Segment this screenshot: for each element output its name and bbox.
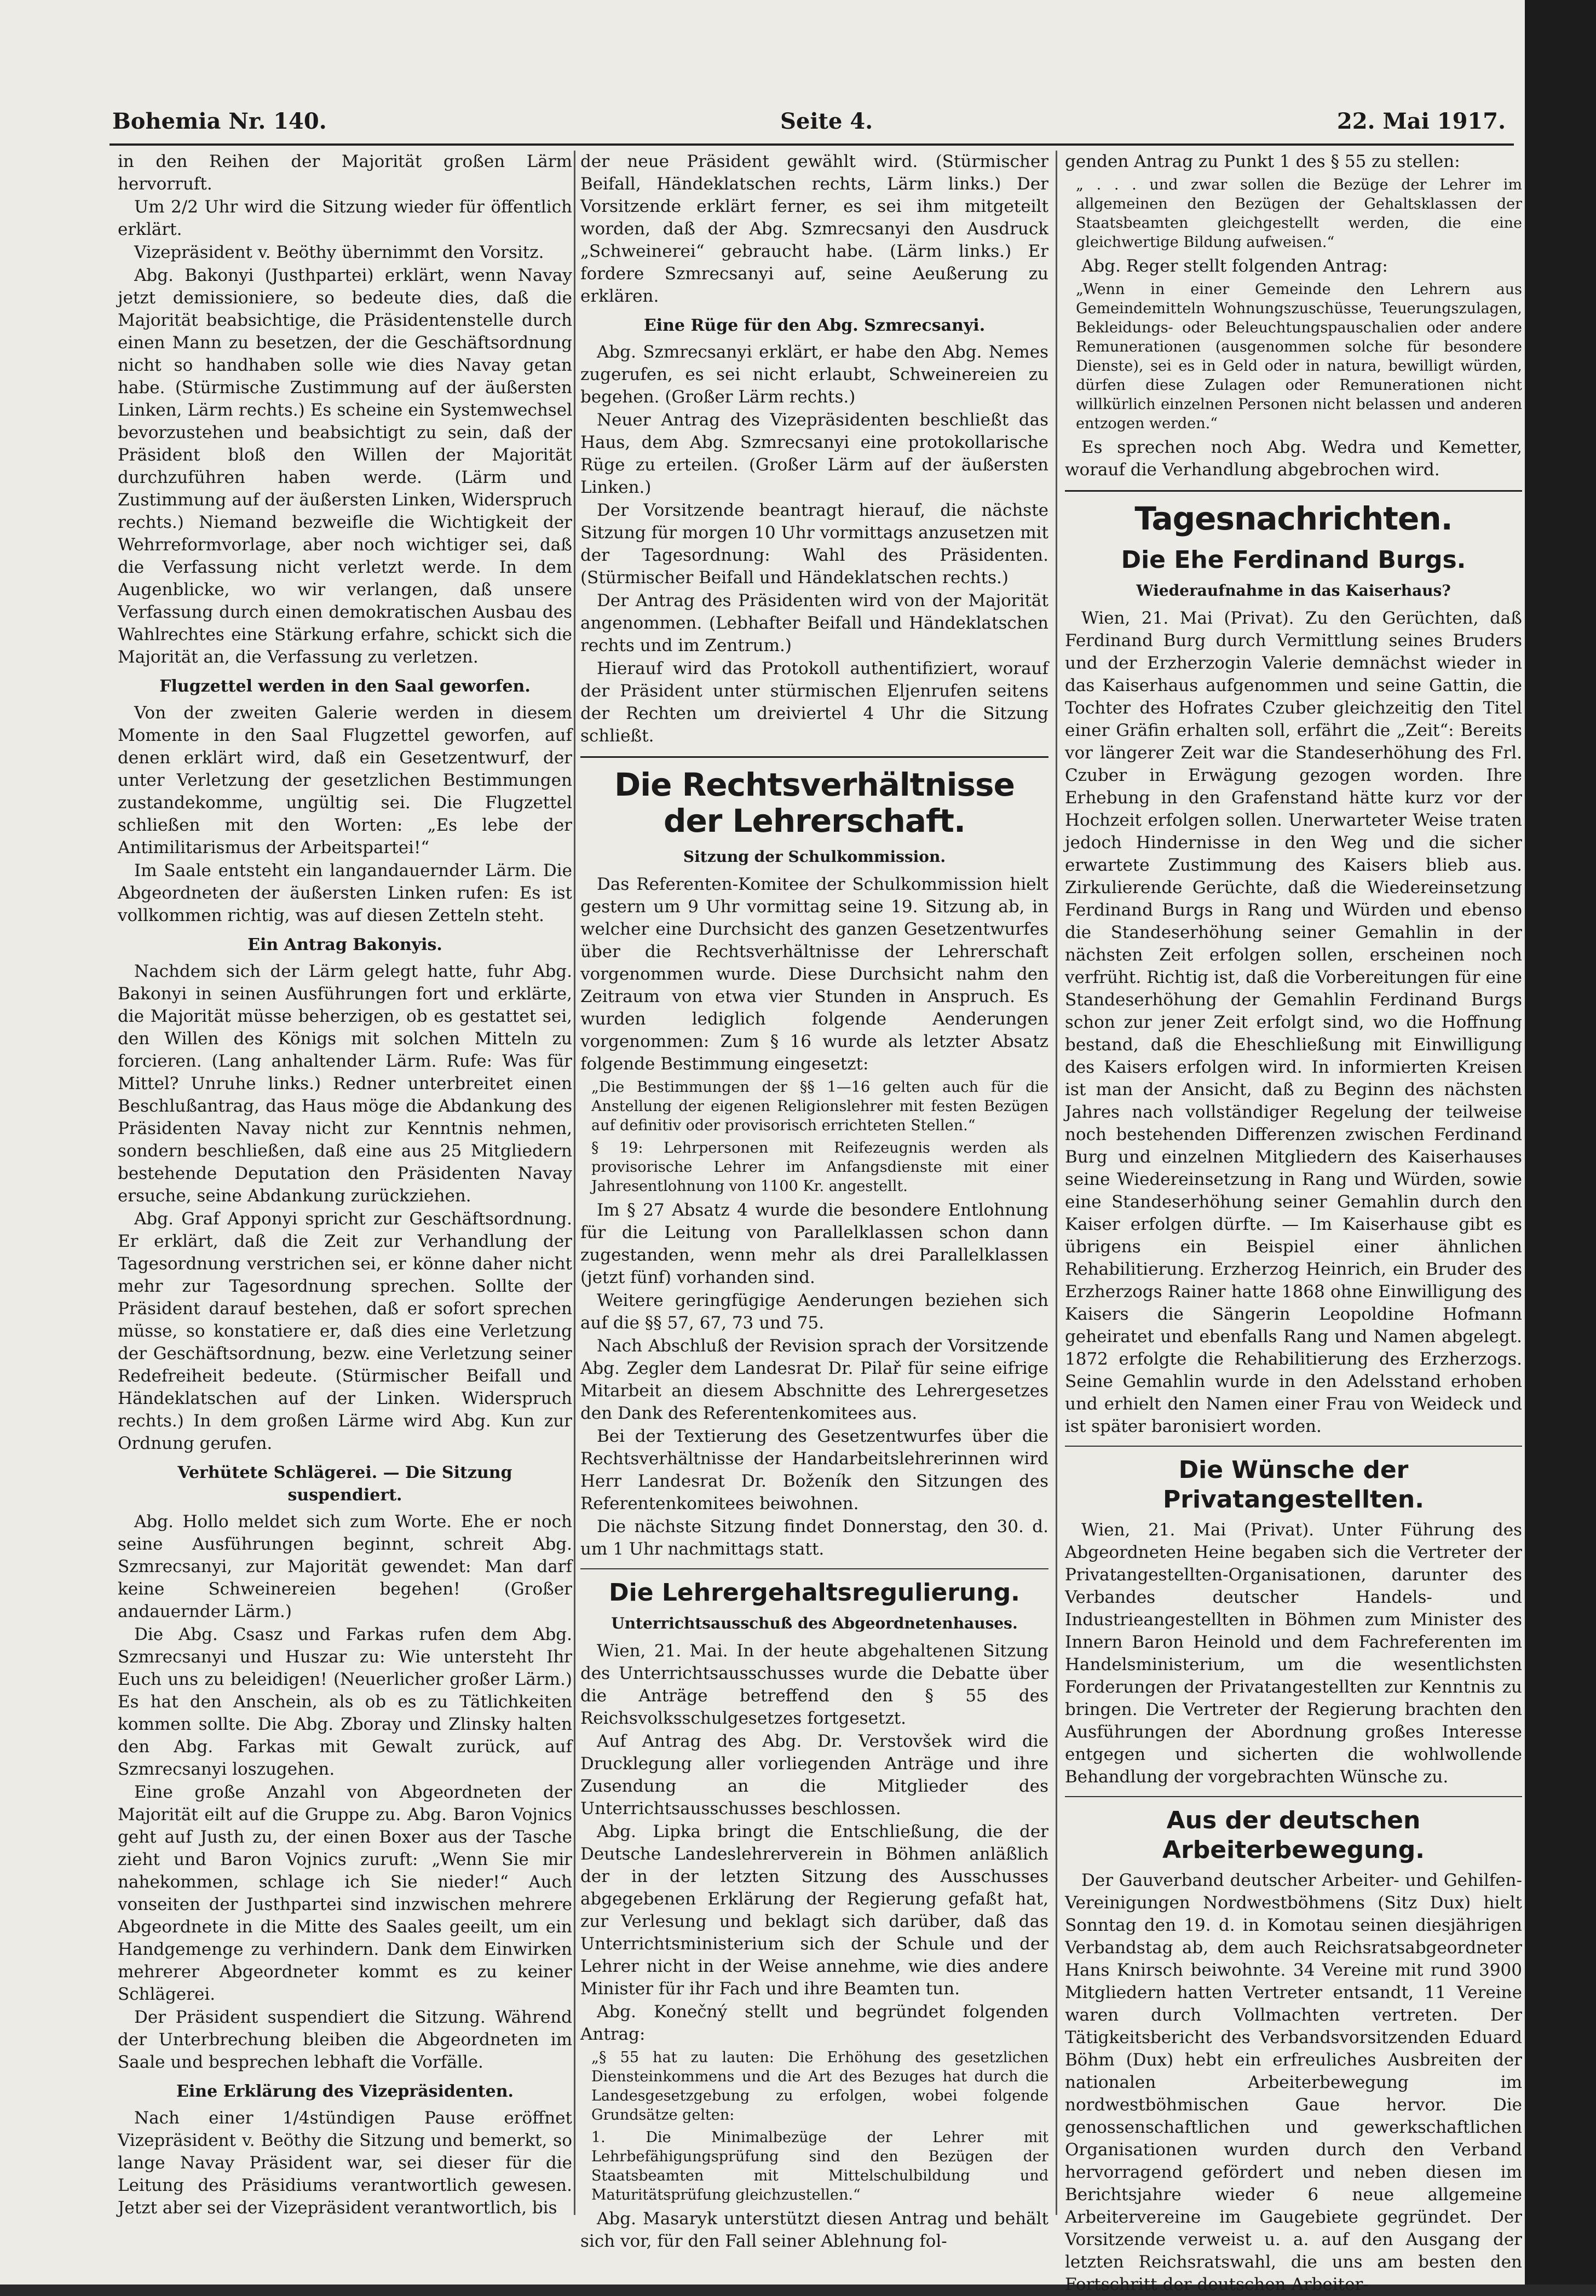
masthead-issue: Bohemia Nr. 140.	[112, 108, 327, 134]
article-headline: Aus der deutschen Arbeiterbewegung.	[1162, 1806, 1425, 1864]
article-kicker: Unterrichtsausschuß des Abgeordnetenhauses.	[611, 1614, 1018, 1632]
section-headline: Tagesnachrichten.	[1134, 500, 1453, 537]
paragraph: Das Referenten-Komitee der Schulkommission hielt gestern um 9 Uhr vormittag seine 19. Sitzung ab, in welcher eine Durchsicht des ganzen Gesetzentwurfes über die Rechtsverhältnisse der Lehrerschaft vorgenommen wurde. Diese Durchsicht nahm den Zeitraum von etwa vier Stunden in Anspruch. Es wurden lediglich folgende Aenderungen vorgenommen: Zum § 16 wurde als letzter Absatz folgende Bestimmung eingesetzt:	[580, 874, 1048, 1074]
issue-date: 22. Mai 1917.	[1336, 108, 1506, 134]
paragraph: Wien, 21. Mai. In der heute abgehaltenen Sitzung des Unterrichtsausschusses wurde die Debatte über die Anträge betreffend den § 55 des Reichsvolksschulgesetzes fortgesetzt.	[580, 1641, 1048, 1728]
paragraph: Abg. Masaryk unterstützt diesen Antrag und behält sich vor, für den Fall seiner Ablehnung fol-	[580, 2209, 1048, 2251]
paragraph: Abg. Konečný stellt und begründet folgenden Antrag:	[580, 2002, 1048, 2044]
paragraph: Auf Antrag des Abg. Dr. Verstovšek wird die Drucklegung aller vorliegenden Anträge und ihre Zusendung an die Mitglieder des Unterrichtsausschusses beschlossen.	[580, 1731, 1048, 1819]
quoted-text: § 19: Lehrpersonen mit Reifezeugnis werden als provisorische Lehrer im Anfangsdienste mit einer Jahresentlohnung von 1100 Kr. angestellt.	[591, 1140, 1048, 1195]
paragraph: in den Reihen der Majorität großen Lärm hervorruft.	[118, 152, 572, 194]
section-rule	[1065, 490, 1522, 492]
paragraph: Abg. Hollo meldet sich zum Worte. Ehe er noch seine Ausführungen beginnt, schreit Abg. Szmrecsanyi, zur Majorität gewendet: Man darf keine Schweinereien begehen! (Großer andauernder Lärm.)	[118, 1512, 572, 1621]
article-headline: Die Lehrergehaltsregulierung.	[609, 1579, 1020, 1607]
paragraph: Abg. Szmrecsanyi erklärt, er habe den Abg. Nemes zugerufen, es sei nicht erlaubt, Schweinereien zu begehen. (Großer Lärm rechts.)	[580, 342, 1048, 407]
paragraph: Der Gauverband deutscher Arbeiter- und Gehilfen-Vereinigungen Nordwestböhmens (Sitz Dux) hielt Sonntag den 19. d. in Komotau seinen diesjährigen Verbandstag ab, dem auch Reichsratsabgeordneter Hans Knirsch beiwohnte. 34 Vereine mit rund 3900 Mitgliedern hatten Vertreter entsandt, 11 Vereine waren durch Vollmachten vertreten. Der Tätigkeitsbericht des Verbandsvorsitzenden Eduard Böhm (Dux) hebt ein erfreuliches Ausbreiten der nationalen Arbeiterbewegung im nordwestböhmischen Gaue hervor. Die genossenschaftlichen und gewerkschaftlichen Organisationen wurden durch den Verband hervorragend gefördert und neben diesen im Berichtsjahre wieder 6 neue allgemeine Arbeitervereine im Gaugebiete gegründet. Der Vorsitzende verweist u. a. auf den Ausgang der letzten Reichsratswahl, die uns am besten den Fortschritt der deutschen Arbeiter-	[1065, 1871, 1522, 2294]
paragraph: Um 2/2 Uhr wird die Sitzung wieder für öffentlich erklärt.	[118, 197, 572, 239]
subheading: Eine Rüge für den Abg. Szmrecsanyi.	[643, 316, 986, 335]
paragraph: Die Abg. Csasz und Farkas rufen dem Abg. Szmrecsanyi und Huszar zu: Wie untersteht Ihr Euch uns zu beleidigen! (Neuerlicher großer Lärm.) Es hat den Anschein, als ob es zu Tätlichkeiten kommen sollte. Die Abg. Zboray und Zlinsky halten den Abg. Farkas mit Gewalt zurück, auf Szmrecsanyi loszugehen.	[118, 1625, 572, 1779]
subheading: Ein Antrag Bakonyis.	[247, 935, 442, 954]
scan-border	[1525, 0, 1596, 2285]
paragraph: Wien, 21. Mai (Privat). Unter Führung des Abgeordneten Heine begaben sich die Vertreter der Privatangestellten-Organisationen, darunter des Verbandes deutscher Handels- und Industrieangestellten in Böhmen zum Minister des Innern Baron Heinold und dem Fachreferenten im Handelsministerium, um die wesentlichsten Forderungen der Privatangestellten zur Kenntnis zu bringen. Die Vertreter der Regierung brachten den Ausführungen der Abordnung großes Interesse entgegen und sicherten die wohlwollende Behandlung der vorgebrachten Wünsche zu.	[1065, 1520, 1522, 1787]
subheading: Eine Erklärung des Vizepräsidenten.	[176, 2082, 514, 2101]
paragraph: Eine große Anzahl von Abgeordneten der Majorität eilt auf die Gruppe zu. Abg. Baron Vojnics geht auf Justh zu, der einen Boxer aus der Tasche zieht und Baron Vojnics zuruft: „Wenn Sie mir nahekommen, schlage ich Sie nieder!“ Auch vonseiten der Justhpartei sind inzwischen mehrere Abgeordnete in die Mitte des Saales geeilt, um ein Handgemenge zu verhindern. Dank dem Einwirken mehrerer Abgeordneter kommt es zu keiner Schlägerei.	[118, 1782, 572, 2004]
section-rule	[1065, 1446, 1522, 1447]
paragraph: Abg. Bakonyi (Justhpartei) erklärt, wenn Navay jetzt demissioniere, so bedeute dies, daß die Majorität beabsichtige, die Präsidentenstelle durch einen Mann zu besetzen, der die Geschäftsordnung nicht so handhaben solle wie dies Navay getan habe. (Stürmische Zustimmung auf der äußersten Linken, Lärm rechts.) Es scheine ein Systemwechsel bevorzustehen und beabsichtigt zu sein, daß der Präsident bloß den Willen der Majorität durchzuführen haben werde. (Lärm und Zustimmung auf der äußersten Linken, Widerspruch rechts.) Niemand bezweifle die Wichtigkeit der Wehrreformvorlage, aber noch wichtiger sei, daß die Verfassung nicht verletzt werde. In dem Augenblicke, wo wir verlangen, daß unsere Verfassung durch einen demokratischen Ausbau des Wahlrechtes eine Stärkung erfahre, schickt sich die Majorität an, die Verfassung zu verletzen.	[118, 266, 572, 667]
section-rule	[580, 1568, 1048, 1569]
subheading: Flugzettel werden in den Saal geworfen.	[159, 677, 531, 696]
paragraph: Der Vorsitzende beantragt hierauf, die nächste Sitzung für morgen 10 Uhr vormittags anzusetzen mit der Tagesordnung: Wahl des Präsidenten. (Stürmischer Beifall und Händeklatschen rechts.)	[580, 500, 1048, 588]
article-headline: Die Ehe Ferdinand Burgs.	[1121, 546, 1466, 574]
paragraph: Im Saale entsteht ein langandauernder Lärm. Die Abgeordneten der äußersten Linken rufen: Es ist vollkommen richtig, was auf diesen Zetteln steht.	[118, 861, 572, 925]
paragraph: Wien, 21. Mai (Privat). Zu den Gerüchten, daß Ferdinand Burg durch Vermittlung seines Bruders und der Erzherzogin Valerie demnächst wieder in das Kaiserhaus aufgenommen und seine Gattin, die Tochter des Hofrates Czuber gleichzeitig den Titel einer Gräfin erhalten soll, erfährt die „Zeit“: Bereits vor längerer Zeit war die Standeserhöhung des Frl. Czuber in Erwägung gezogen worden. Ihre Erhebung in den Grafenstand hätte kurz vor der Hochzeit erfolgen sollen. Unerwarteter Weise traten jedoch Hindernisse in den Weg und die sicher erwartete Zustimmung des Kaisers blieb aus. Zirkulierende Gerüchte, daß die Wiedereinsetzung Ferdinand Burgs in Rang und Würden und ebenso die Standeserhöhung seiner Gemahlin in der nächsten Zeit erfolgen sollen, erscheinen noch verfrüht. Richtig ist, daß die Vorbereitungen für eine Standeserhöhung der Gemahlin Ferdinand Burgs schon zur jener Zeit erfolgt sind, wo die Hoffnung bestand, daß die Eheschließung mit Einwilligung des Kaisers erfolgen wird. In informierten Kreisen ist man der Ansicht, daß zu Beginn des nächsten Jahres nach vollständiger Regelung der teilweise noch bestehenden Differenzen zwischen Ferdinand Burg und einzelnen Mitgliedern des Kaiserhauses seine Wiedereinsetzung in Rang und Würden, sowie eine Standeserhöhung seiner Gemahlin durch den Kaiser erfolgen dürfte. — Im Kaiserhause gibt es übrigens ein Beispiel einer ähnlichen Rehabilitierung. Erzherzog Heinrich, ein Bruder des Erzherzogs Rainer hatte 1868 ohne Einwilligung des Kaisers die Sängerin Leopoldine Hofmann geheiratet und ebenfalls Rang und Namen abgelegt. 1872 erfolgte die Rehabilitierung des Erzherzogs. Seine Gemahlin wurde in den Adelsstand erhoben und erhielt den Namen einer Frau von Weideck und ist später baronisiert worden.	[1065, 608, 1522, 1436]
paragraph: genden Antrag zu Punkt 1 des § 55 zu stellen:	[1065, 152, 1460, 171]
paragraph: Hierauf wird das Protokoll authentifiziert, worauf der Präsident unter stürmischen Eljenrufen seitens der Rechten um dreiviertel 4 Uhr die Sitzung schließt.	[580, 659, 1048, 746]
paragraph: Nachdem sich der Lärm gelegt hatte, fuhr Abg. Bakonyi in seinen Ausführungen fort und erklärte, die Majorität müsse beherzigen, ob es gestattet sei, den Willen des Königs mit solchen Mitteln zu forcieren. (Lang anhaltender Lärm. Rufe: Was für Mittel? Unruhe links.) Redner unterbreitet einen Beschlußantrag, das Haus möge die Abdankung des Präsidenten Navay nicht zur Kenntnis nehmen, sondern beschließen, daß eine aus 25 Mitgliedern bestehende Deputation den Präsidenten Navay ersuche, seine Abdankung zurückziehen.	[118, 962, 572, 1206]
article-kicker: Wiederaufnahme in das Kaiserhaus?	[1136, 582, 1451, 600]
paragraph: Nach einer 1/4stündigen Pause eröffnet Vizepräsident v. Beöthy die Sitzung und bemerkt, so lange Navay Präsident war, sei dieser für die Leitung des Präsidiums verantwortlich gewesen. Jetzt aber sei der Vizepräsident verantwortlich, bis	[118, 2108, 572, 2218]
paragraph: Bei der Textierung des Gesetzentwurfes über die Rechtsverhältnisse der Handarbeitslehrerinnen wird Herr Landesrat Dr. Boženík den Sitzungen des Referentenkomitees beiwohnen.	[580, 1426, 1048, 1514]
paragraph: Weitere geringfügige Aenderungen beziehen sich auf die §§ 57, 67, 73 und 75.	[580, 1291, 1048, 1333]
quoted-text: „Die Bestimmungen der §§ 1—16 gelten auch für die Anstellung der eigenen Religionslehrer mit festen Bezügen auf definitiv oder provisorisch errichteten Stellen.“	[591, 1079, 1048, 1134]
paragraph: Der Antrag des Präsidenten wird von der Majorität angenommen. (Lebhafter Beifall und Händeklatschen rechts und im Zentrum.)	[580, 591, 1048, 655]
paragraph: Abg. Lipka bringt die Entschließung, die der Deutsche Landeslehrerverein in Böhmen anläßlich der in der letzten Sitzung des Ausschusses abgegebenen Erklärung der Regierung gefaßt hat, zur Verlesung und beklagt sich darüber, daß das Unterrichtsministerium sich der Schule und der Lehrer nicht in der Weise annehme, wie dies andere Minister für ihr Fach und ihre Beamten tun.	[580, 1822, 1048, 1999]
paragraph: Abg. Graf Apponyi spricht zur Geschäftsordnung. Er erklärt, daß die Zeit zur Verhandlung der Tagesordnung verstrichen sei, er könne daher nicht mehr zur Tagesordnung sprechen. Sollte der Präsident darauf bestehen, daß er sofort sprechen müsse, so konstatiere er, daß dies eine Verletzung der Geschäftsordnung, bezw. eine Verletzung seiner Redefreiheit bedeute. (Stürmischer Beifall und Händeklatschen auf der Linken. Widerspruch rechts.) In dem großen Lärme wird Abg. Kun zur Ordnung gerufen.	[118, 1209, 572, 1453]
column-divider	[574, 151, 575, 2215]
paragraph: Es sprechen noch Abg. Wedra und Kemetter, worauf die Verhandlung abgebrochen wird.	[1065, 438, 1522, 480]
paragraph: Von der zweiten Galerie werden in diesem Momente in den Saal Flugzettel geworfen, auf denen erklärt wird, daß ein Gesetzentwurf, der unter Verletzung der gesetzlichen Bestimmungen zustandekomme, ungültig sei. Die Flugzettel schließen mit den Worten: „Es lebe der Antimilitarismus der Arbeitspartei!“	[118, 703, 572, 858]
quoted-text: 1. Die Minimalbezüge der Lehrer mit Lehrbefähigungsprüfung sind den Bezügen der Staatsbeamten mit Mittelschulbildung und Maturitätsprüfung gleichzustellen.“	[591, 2129, 1048, 2203]
section-rule	[580, 756, 1048, 758]
quoted-text: „Wenn in einer Gemeinde den Lehrern aus Gemeindemitteln Wohnungszuschüsse, Teuerungszulagen, Bekleidungs- oder Beleuchtungspauschalien oder andere Remunerationen (ausgenommen solche für besondere Dienste), sei es in Geld oder in natura, bewilligt würden, dürfen diese Zulagen oder Remunerationen nicht willkürlich einzelnen Personen nicht belassen und anderen entzogen werden.“	[1076, 281, 1522, 432]
page-number: Seite 4.	[780, 108, 873, 134]
paragraph: Vizepräsident v. Beöthy übernimmt den Vorsitz.	[134, 243, 544, 262]
paragraph: Die nächste Sitzung findet Donnerstag, den 30. d. um 1 Uhr nachmittags statt.	[580, 1517, 1048, 1559]
paragraph: der neue Präsident gewählt wird. (Stürmischer Beifall, Händeklatschen rechts, Lärm links.) Der Vorsitzende erklärt ferner, es sei ihm mitgeteilt worden, daß der Abg. Szmrecsanyi den Ausdruck „Schweinerei“ gebraucht habe. (Lärm links.) Er fordere Szmrecsanyi auf, seine Aeußerung zu erklären.	[580, 152, 1048, 306]
article-headline: Die Rechtsverhältnisse der Lehrerschaft.	[614, 766, 1015, 839]
quoted-text: „ . . . und zwar sollen die Bezüge der Lehrer im allgemeinen den Bezügen der Gehaltsklassen der Staatsbeamten gleichgestellt werden, die eine gleichwertige Bildung aufweisen.“	[1076, 176, 1522, 251]
paragraph: Neuer Antrag des Vizepräsidenten beschließt das Haus, dem Abg. Szmrecsanyi eine protokollarische Rüge zu erteilen. (Großer Lärm auf der äußersten Linken.)	[580, 410, 1048, 497]
column-3	[1065, 151, 1522, 2294]
column-2	[580, 151, 1048, 2251]
section-rule	[1065, 1796, 1522, 1797]
subheading: Verhütete Schlägerei. — Die Sitzung suspendiert.	[177, 1463, 512, 1505]
page-header	[112, 108, 1506, 141]
quoted-text: „§ 55 hat zu lauten: Die Erhöhung des gesetzlichen Diensteinkommens und die Art des Bezuges hat durch die Landesgesetzgebung zu erfolgen, wobei folgende Grundsätze gelten:	[591, 2049, 1048, 2124]
paragraph: Der Präsident suspendiert die Sitzung. Während der Unterbrechung bleiben die Abgeordneten im Saale und besprechen lebhaft die Vorfälle.	[118, 2007, 572, 2072]
column-divider	[1056, 151, 1057, 2215]
article-kicker: Sitzung der Schulkommission.	[683, 848, 946, 866]
column-1	[118, 151, 572, 2218]
article-headline: Die Wünsche der Privatangestellten.	[1163, 1456, 1424, 1514]
paragraph: Nach Abschluß der Revision sprach der Vorsitzende Abg. Zegler dem Landesrat Dr. Pilař für seine eifrige Mitarbeit an diesem Abschnitte des Lehrergesetzes den Dank des Referentenkomitees aus.	[580, 1336, 1048, 1423]
paragraph: Abg. Reger stellt folgenden Antrag:	[1081, 256, 1388, 276]
paragraph: Im § 27 Absatz 4 wurde die besondere Entlohnung für die Leitung von Parallelklassen schon dann zugestanden, wenn mehr als drei Parallelklassen (jetzt fünf) vorhanden sind.	[580, 1200, 1048, 1287]
header-rule	[110, 143, 1514, 146]
